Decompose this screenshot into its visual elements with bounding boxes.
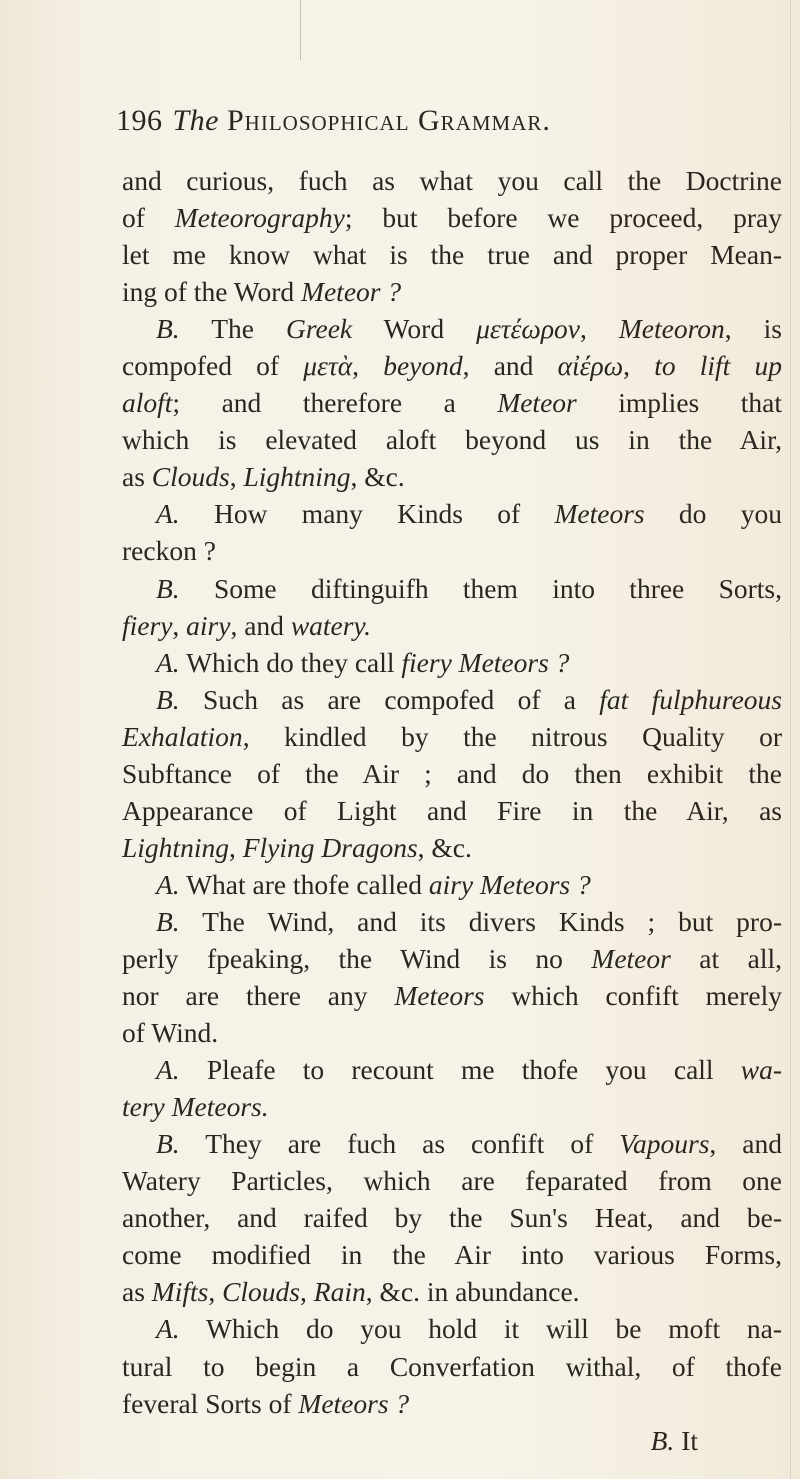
italic-text: wa- [740,1054,782,1086]
italic-text: airy Meteors ? [428,868,591,900]
text-span: The [179,313,286,345]
italic-text: B. [156,683,180,715]
header-title: Philosophical Grammar. [227,104,551,137]
text-line [122,1199,782,1236]
text-span: , is [724,313,782,345]
text-line [122,310,782,347]
text-line [122,236,782,273]
text-span: which is elevated aloft beyond us in the Air, [122,424,782,456]
running-header [116,104,756,144]
italic-text: Meteoron [618,313,725,345]
text-span: , &c. in abundance. [365,1276,580,1308]
text-line [122,718,782,755]
italic-text: Meteor [497,387,577,419]
text-span: , &c. [417,831,472,863]
text-line [122,1125,782,1162]
text-span: It [674,1424,698,1456]
text-span: compofed of [122,350,304,382]
text-line [122,384,782,421]
text-line [122,607,782,644]
text-span: ing of the Word [122,276,302,308]
text-line [122,1051,782,1088]
italic-text: μετὰ [303,350,353,382]
text-line [122,1236,782,1273]
italic-text: Clouds [151,461,230,493]
italic-text: B. [156,572,180,604]
italic-text: aloft [122,387,173,419]
text-span: , &c. [350,461,405,493]
italic-text: Vapours [619,1128,710,1160]
text-line [122,347,782,384]
italic-text: Clouds [222,1276,301,1308]
text-span: Subftance of the Air ; and do then exhibit the [122,757,782,789]
text-line [122,1422,782,1459]
text-span: Which do you hold it will be moft na- [179,1313,782,1345]
scan-mark [300,0,301,60]
italic-text: B. [650,1424,675,1456]
text-line [122,903,782,940]
text-line [122,792,782,829]
text-span: nor are there any [122,980,395,1012]
text-span: do you [644,498,783,530]
italic-text: μετέωρον [476,313,580,345]
text-span: , [352,350,384,382]
italic-text: watery. [290,609,372,641]
text-span: tural to begin a Converfation withal, of thofe [122,1350,782,1382]
text-line [122,1088,782,1125]
text-line [122,644,782,681]
text-span: come modified in the Air into various Forms, [122,1239,782,1271]
text-line [122,1385,782,1422]
text-span: How many Kinds of [179,498,555,530]
italic-text: Meteor ? [301,276,402,308]
italic-text: Meteors [394,980,485,1012]
text-span: What are thofe called [179,868,429,900]
text-line [122,458,782,495]
text-span: of [122,202,175,234]
text-line [122,532,782,569]
italic-text: αἰέρω [557,350,624,382]
text-span: which confift merely [484,980,782,1012]
text-line [122,866,782,903]
italic-text: tery Meteors. [122,1091,269,1123]
italic-text: Lightning [243,461,351,493]
italic-text: Meteor [591,942,671,974]
text-span: , [208,1276,223,1308]
text-span: of Wind. [122,1017,219,1049]
text-line [122,1162,782,1199]
text-span: , [579,313,619,345]
italic-text: Rain [313,1276,366,1308]
text-line [122,1310,782,1347]
text-line [122,977,782,1014]
text-span: , [172,609,187,641]
text-span: feveral Sorts of [122,1387,299,1419]
header-the: The [172,104,219,137]
body-text [122,162,782,1459]
text-span: , [228,831,243,863]
text-line [122,273,782,310]
italic-text: A. [156,498,180,530]
text-span: , and [709,1128,782,1160]
italic-text: B. [156,905,180,937]
italic-text: B. [156,1128,180,1160]
text-span: ; and therefore a [172,387,498,419]
text-line [122,570,782,607]
italic-text: fat fulphureous [599,683,782,715]
italic-text: A. [156,1054,180,1086]
text-span: at all, [670,942,782,974]
text-span: Pleafe to recount me thofe you call [179,1054,741,1086]
italic-text: fiery Meteors ? [401,646,570,678]
italic-text: to lift up [654,350,783,382]
italic-text: Lightning [122,831,229,863]
text-span: They are fuch as confift of [179,1128,620,1160]
text-span: ; but before we proceed, pray [344,202,782,234]
italic-text: Meteors ? [298,1387,410,1419]
italic-text: Meteors [554,498,645,530]
text-line [122,1273,782,1310]
text-span: as [122,1276,152,1308]
text-span: Some diftinguifh them into three Sorts, [179,572,782,604]
text-span: Word [352,313,477,345]
text-line [122,162,782,199]
italic-text: B. [156,313,180,345]
italic-text: A. [156,1313,180,1345]
italic-text: A. [156,868,180,900]
text-span: , [623,350,655,382]
italic-text: Exhalation [122,720,243,752]
text-line [122,1014,782,1051]
text-line [122,495,782,532]
text-span: , and [462,350,558,382]
text-line [122,829,782,866]
text-span: , [300,1276,314,1308]
text-span: , and [230,609,291,641]
page-edge [790,0,791,1479]
italic-text: beyond [383,350,463,382]
text-line [122,940,782,977]
text-line [122,199,782,236]
text-span: perly fpeaking, the Wind is no [122,942,592,974]
text-span: as [122,461,152,493]
text-span: Which do they call [179,646,402,678]
italic-text: airy [186,609,231,641]
italic-text: Flying Dragons [242,831,418,863]
text-span: Watery Particles, which are feparated from one [122,1165,782,1197]
text-line [122,1348,782,1385]
text-span: , [229,461,244,493]
text-span: Such as are compofed of a [179,683,600,715]
italic-text: Meteorography [174,202,345,234]
text-span: reckon ? [122,535,216,567]
page-number: 196 [116,104,163,137]
italic-text: fiery [122,609,173,641]
text-span: Appearance of Light and Fire in the Air, as [122,794,782,826]
text-line [122,421,782,458]
italic-text: A. [156,646,180,678]
text-span: The Wind, and its divers Kinds ; but pro- [179,905,782,937]
text-span: implies that [576,387,782,419]
text-span: and curious, fuch as what you call the Doctrine [122,165,782,196]
text-span: let me know what is the true and proper Mean- [122,239,782,271]
text-line [122,755,782,792]
italic-text: Mifts [151,1276,209,1308]
text-span: , kindled by the nitrous Quality or [242,720,782,752]
text-span: another, and raifed by the Sun's Heat, and be- [122,1202,782,1234]
italic-text: Greek [285,313,353,345]
text-line [122,681,782,718]
